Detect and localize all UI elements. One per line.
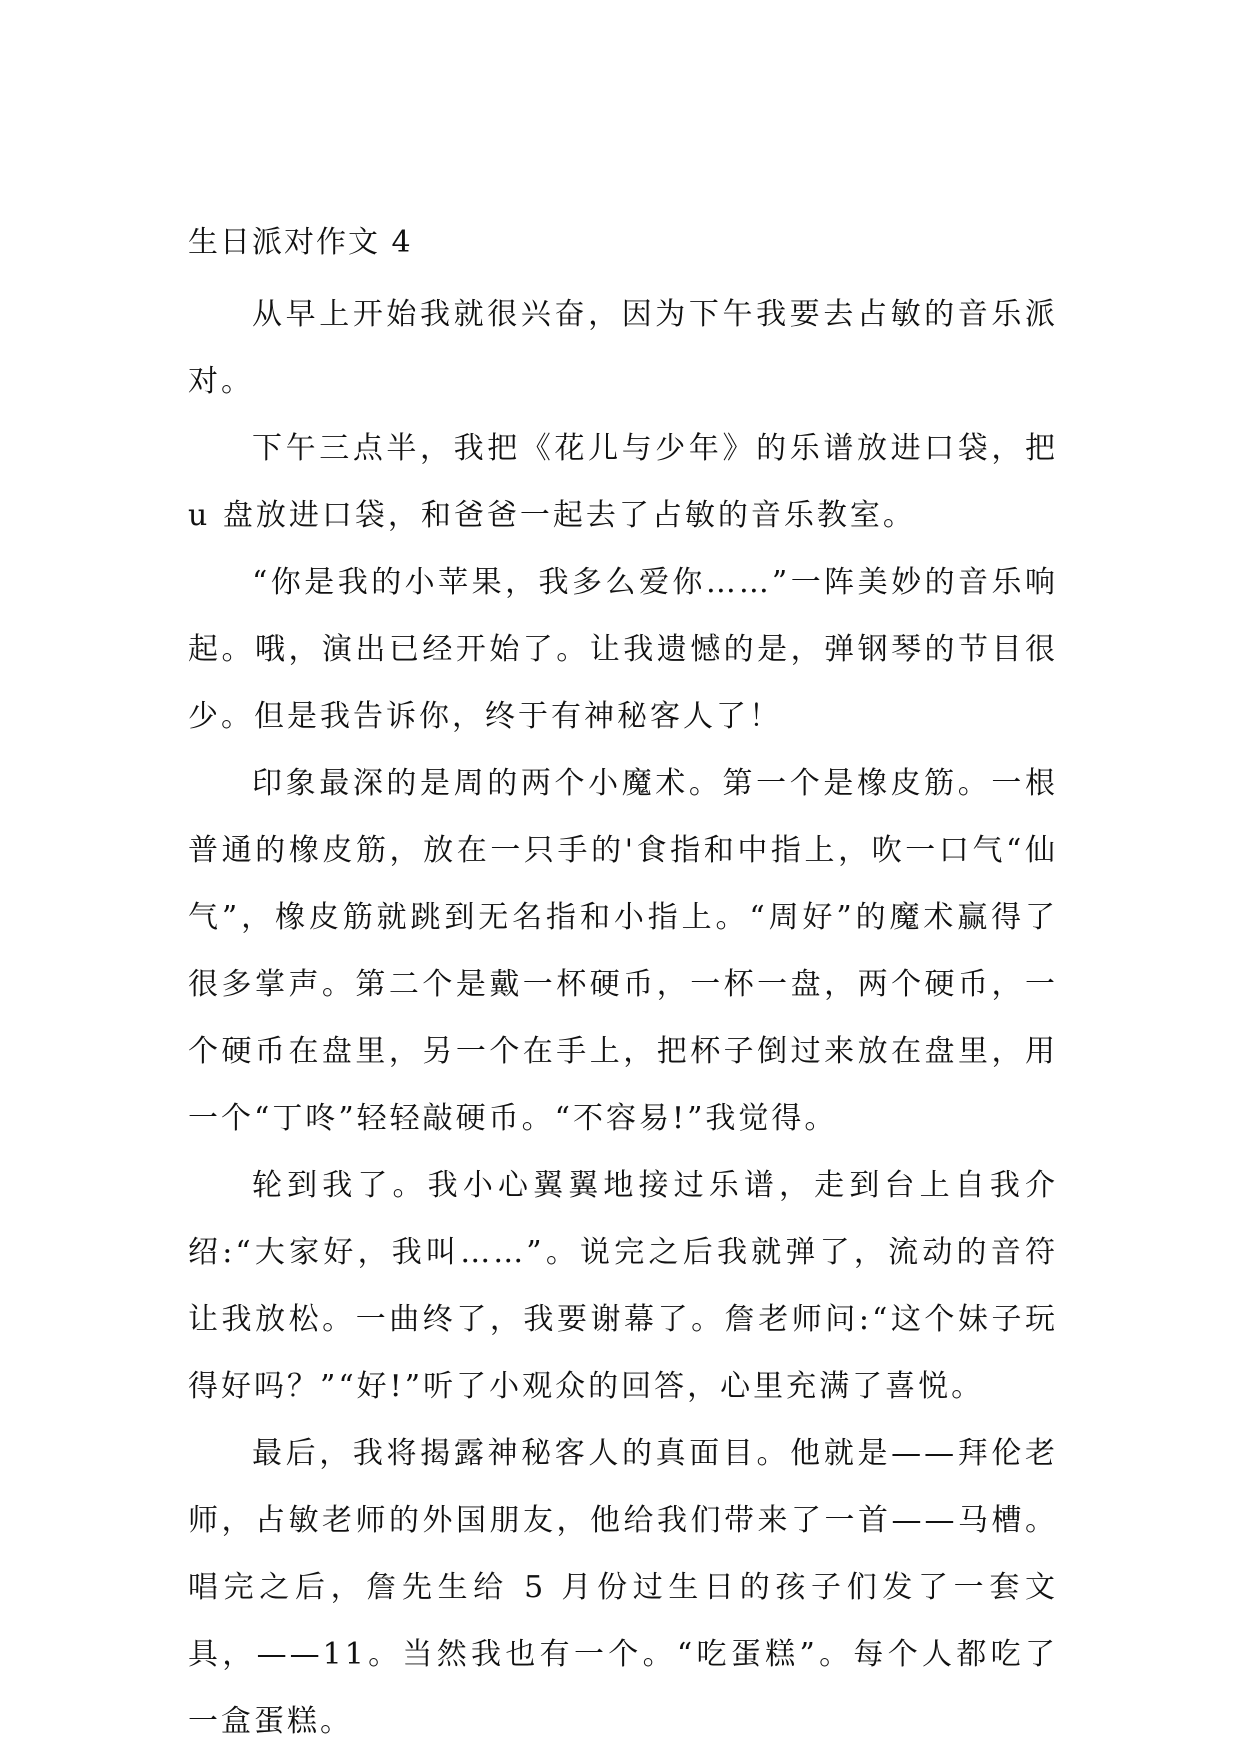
paragraph: 轮到我了。我小心翼翼地接过乐谱，走到台上自我介绍:“大家好，我叫……”。说完之后我就弹了，流动的音符让我放松。一曲终了，我要谢幕了。詹老师问:“这个妹子玩得好吗？”“好!”听了小观众的回答，心里充满了喜悦。: [188, 1168, 1058, 1404]
paragraph: 最后，我将揭露神秘客人的真面目。他就是——拜伦老师，占敏老师的外国朋友，他给我们带来了一首——马槽。唱完之后，詹先生给 5 月份过生日的孩子们发了一套文具，——11。当然我也有一个。“吃蛋糕”。每个人都吃了一盒蛋糕。: [188, 1436, 1058, 1739]
document-title: 生日派对作文 4: [188, 225, 413, 260]
paragraph: 下午三点半，我把《花儿与少年》的乐谱放进口袋，把 u 盘放进口袋，和爸爸一起去了占敏的音乐教室。: [188, 431, 1058, 533]
paragraph: 从早上开始我就很兴奋，因为下午我要去占敏的音乐派对。: [188, 297, 1058, 399]
document-body: [188, 281, 1058, 1755]
paragraph: “你是我的小苹果，我多么爱你……”一阵美妙的音乐响起。哦，演出已经开始了。让我遗憾的是，弹钢琴的节目很少。但是我告诉你，终于有神秘客人了！: [188, 565, 1058, 734]
paragraph: 印象最深的是周的两个小魔术。第一个是橡皮筋。一根普通的橡皮筋，放在一只手的'食指和中指上，吹一口气“仙气”，橡皮筋就跳到无名指和小指上。“周好”的魔术赢得了很多掌声。第二个是戴一杯硬币，一杯一盘，两个硬币，一个硬币在盘里，另一个在手上，把杯子倒过来放在盘里，用一个“丁咚”轻轻敲硬币。“不容易!”我觉得。: [188, 766, 1058, 1136]
